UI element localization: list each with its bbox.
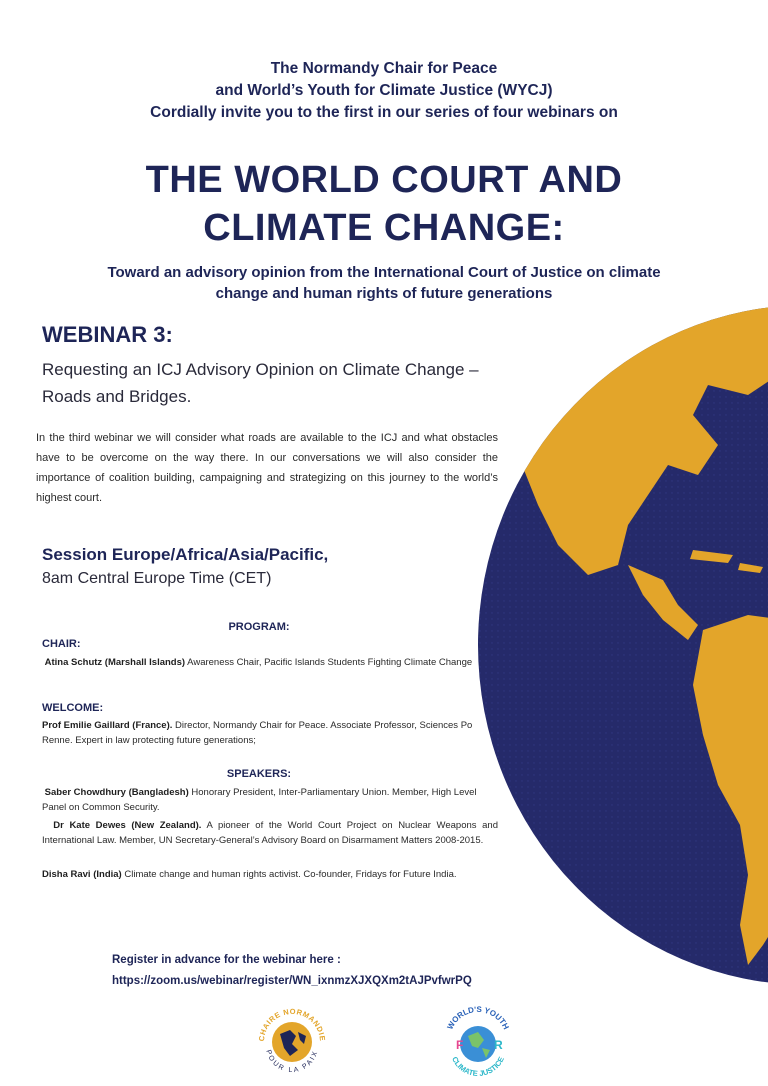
page-subtitle [60,262,708,304]
welcome-entry [42,718,498,748]
invitation-line-2: and World’s Youth for Climate Justice (WYCJ) [215,82,553,99]
welcome-heading: WELCOME: [42,702,104,714]
session-time: 8am Central Europe Time (CET) [42,570,272,587]
speaker-entry [42,867,498,882]
speaker-entry [42,818,498,848]
webinar-topic-line-2: Roads and Bridges. [42,387,192,406]
webinar-heading: WEBINAR 3: [42,322,173,347]
speaker-entry [42,785,498,815]
chair-name: Atina Schutz (Marshall Islands) [44,657,186,668]
svg-text:F: F [456,1038,464,1052]
speaker-name: Disha Ravi (India) [42,869,122,880]
wycj-logo-top-text: WORLD'S YOUTH [445,1004,511,1031]
svg-text:R: R [494,1038,503,1052]
speaker-description: Honorary President, Inter-Parliamentary Union. Member, High Level Panel on Common Security. [42,787,477,813]
speaker-description: Climate change and human rights activist. Co-founder, Fridays for Future India. [121,869,457,880]
chair-heading: CHAIR: [42,638,81,650]
title-line-2: CLIMATE CHANGE: [203,207,565,249]
subtitle-line-2: change and human rights of future generations [215,285,553,302]
welcome-name: Prof Emilie Gaillard (France). [42,720,173,731]
page-title [0,156,768,252]
registration-label: Register in advance for the webinar here : [112,954,341,966]
registration-link[interactable]: https://zoom.us/webinar/register/WN_ixnmzXJXQXm2tAJPvfwrPQ [112,975,472,987]
registration-block [112,950,472,992]
wycj-logo [438,1004,518,1080]
webinar-topic-line-1: Requesting an ICJ Advisory Opinion on Climate Change – [42,360,479,379]
invitation-header [0,58,768,124]
chair-entry [42,655,498,670]
normandy-logo-top-text: CHAIRE NORMANDIE [256,1006,328,1042]
normandy-chair-logo [254,1004,330,1080]
chair-description: Awareness Chair, Pacific Islands Students Fighting Climate Change [185,657,473,668]
speaker-description: A pioneer of the World Court Project on Nuclear Weapons and International Law. Member, UN Secretary-General’s Advisory Board on Disarmament Matters 2008-2015. [42,820,498,846]
subtitle-line-1: Toward an advisory opinion from the International Court of Justice on climate [107,264,661,281]
webinar-description: In the third webinar we will consider what roads are available to the ICJ and what obstacles have to be overcome on the way there. In our conversations we will also consider the importance of coalition building, campaigning and strategizing on this journey to the world’s highest court. [36,432,498,504]
program-heading: PROGRAM: [228,621,290,633]
speaker-name: Saber Chowdhury (Bangladesh) [44,787,189,798]
speaker-name: Dr Kate Dewes (New Zealand). [53,820,202,831]
webinar-topic [42,356,542,410]
normandy-logo-bottom-text: POUR LA PAIX [264,1049,320,1075]
invitation-line-1: The Normandy Chair for Peace [270,60,498,77]
speakers-heading: SPEAKERS: [226,768,292,780]
welcome-description: Director, Normandy Chair for Peace. Associate Professor, Sciences Po Renne. Expert in law protecting future generations; [42,720,473,746]
title-line-1: THE WORLD COURT AND [145,159,623,201]
wycj-logo-bottom-text: CLIMATE JUSTICE [450,1055,506,1079]
invitation-line-3: Cordially invite you to the first in our series of four webinars on [150,104,618,121]
session-heading: Session Europe/Africa/Asia/Pacific, [42,545,329,564]
